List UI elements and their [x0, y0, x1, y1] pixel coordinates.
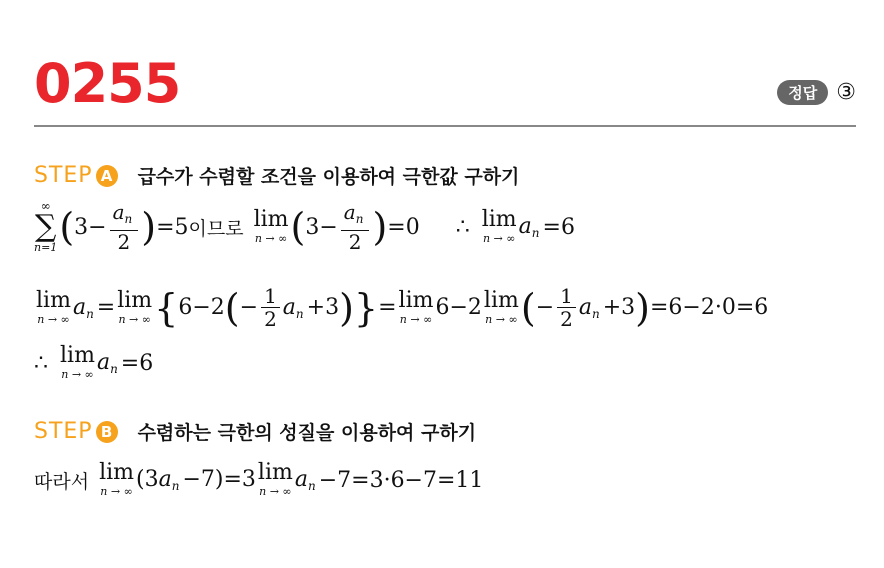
because-text: 이므로: [188, 217, 244, 240]
answer-box: [777, 80, 856, 105]
math-line-2: lim n → ∞ an = lim n → ∞ { 6−2 ( − $\frac{1}{2}$ an +3 ) } = lim n → ∞ 6−2 lim n → ∞ ( − $\frac{1}{2}$ an +3 ) =6−2·0=6: [36, 284, 769, 331]
math-line-3: ∴ lim n → ∞ an =6: [34, 343, 154, 381]
step-b-header: [34, 418, 476, 445]
limit-zero: =0: [387, 214, 420, 240]
step-b-word: STEP: [34, 419, 93, 444]
divider: [34, 125, 856, 127]
fraction-one-half: $\frac{1}{2}$: [261, 285, 280, 330]
term-three: 3−: [74, 214, 107, 240]
step-a-title: 급수가 수렴할 조건을 이용하여 극한값 구하기: [137, 166, 520, 188]
step-b-title: 수렴하는 극한의 성질을 이용하여 구하기: [137, 422, 477, 444]
limit-six: =6: [542, 214, 575, 240]
step-a-letter-icon: A: [96, 165, 118, 187]
answer-badge: 정답: [777, 80, 828, 105]
therefore-text: 따라서: [34, 470, 90, 493]
step-a-header: [34, 162, 519, 189]
answer-value: ③: [836, 80, 856, 105]
final-result: =3·6−7=11: [351, 467, 484, 493]
therefore-symbol: ∴: [455, 214, 470, 240]
step-b-letter-icon: B: [96, 421, 118, 443]
sum-value: =5: [156, 214, 189, 240]
step-a-word: STEP: [34, 163, 93, 188]
math-line-4: 따라서 lim n → ∞ (3an −7)=3 lim n → ∞ an −7 =3·6−7=11: [34, 460, 484, 498]
line2-result: =6−2·0=6: [649, 295, 769, 320]
math-line-1: ∞ ∑ n=1 ( 3− $\frac{a_n}{2}$ ) =5 이므로 lim n → ∞ ( 3− $\frac{a_n}{2}$ ) =0 ∴ lim n → ∞ an =6: [34, 199, 575, 254]
limit-operator: lim n → ∞: [253, 207, 289, 245]
fraction-an-over-2: $\frac{a_n}{2}$: [110, 201, 139, 253]
sigma-symbol: ∞ ∑ n=1: [34, 199, 58, 254]
problem-number: 0255: [34, 52, 181, 115]
